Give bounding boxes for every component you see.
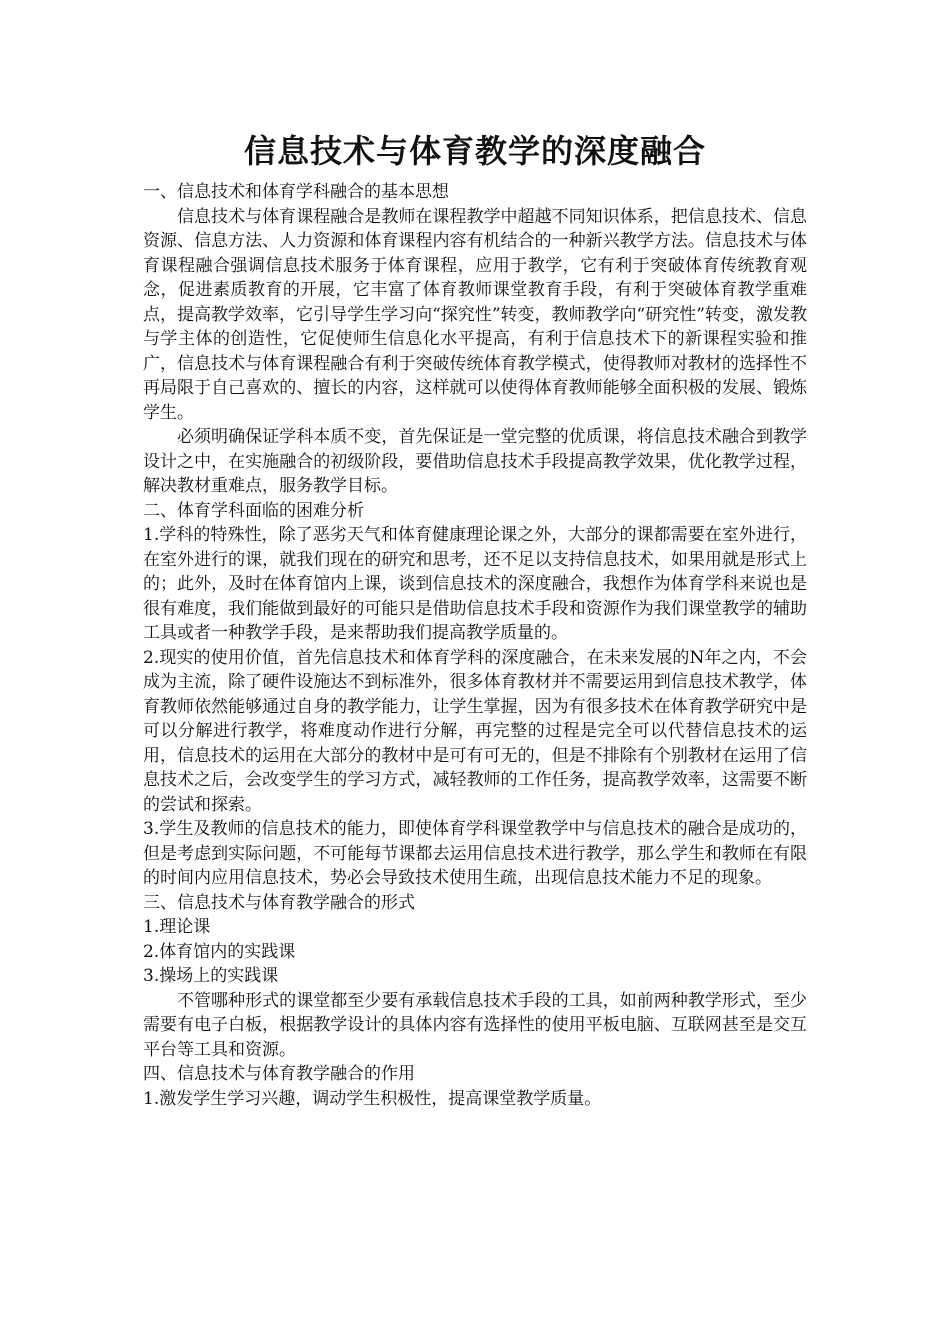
- document-title: 信息技术与体育教学的深度融合: [243, 132, 706, 170]
- section-2-item-3: 3.学生及教师的信息技术的能力，即使体育学科课堂教学中与信息技术的融合是成功的，但是考虑到实际问题，不可能每节课都去运用信息技术进行教学，那么学生和教师在有限的时间内应用信息技术，势必会导致技术使用生疏，出现信息技术能力不足的现象。: [143, 819, 807, 888]
- section-3-heading: 三、信息技术与体育教学融合的形式: [143, 892, 415, 913]
- section-2-item-2: 2.现实的使用价值，首先信息技术和体育学科的深度融合，在未来发展的N年之内，不会成为主流，除了硬件设施达不到标准外，很多体育教材并不需要运用到信息技术教学，体育教师依然能够通过自身的教学能力，让学生掌握，因为有很多技术在体育教学研究中是可以分解进行教学，将难度动作进行分解，再完整的过程是完全可以代替信息技术的运用，信息技术的运用在大部分的教材中是可有可无的，但是不排除有个别教材在运用了信息技术之后，会改变学生的学习方式，减轻教师的工作任务，提高教学效率，这需要不断的尝试和探索。: [143, 647, 807, 815]
- section-2-heading: 二、体育学科面临的困难分析: [143, 500, 364, 521]
- section-4-heading: 四、信息技术与体育教学融合的作用: [143, 1064, 415, 1084]
- document-page: [143, 126, 807, 1111]
- section-3-item-2: 2.体育馆内的实践课: [143, 941, 296, 962]
- section-3-paragraph-1: 不管哪种形式的课堂都至少要有承载信息技术手段的工具，如前两种教学形式，至少需要有电子白板，根据教学设计的具体内容有选择性的使用平板电脑、互联网甚至是交互平台等工具和资源。: [143, 990, 807, 1060]
- section-1-heading: 一、信息技术和体育学科融合的基本思想: [143, 182, 449, 202]
- section-2-item-1: 1.学科的特殊性，除了恶劣天气和体育健康理论课之外，大部分的课都需要在室外进行，在室外进行的课，就我们现在的研究和思考，还不足以支持信息技术，如果用就是形式上的；此外，及时在体育馆内上课，谈到信息技术的深度融合，我想作为体育学科来说也是很有难度，我们能做到最好的可能只是借助信息技术手段和资源作为我们课堂教学的辅助工具或者一种教学手段，是来帮助我们提高教学质量的。: [143, 525, 807, 643]
- section-4-item-1: 1.激发学生学习兴趣，调动学生积极性，提高课堂教学质量。: [143, 1088, 602, 1109]
- section-1-paragraph-1: 信息技术与体育课程融合是教师在课程教学中超越不同知识体系，把信息技术、信息资源、信息方法、人力资源和体育课程内容有机结合的一种新兴教学方法。信息技术与体育课程融合强调信息技术服务于体育课程，应用于教学，它有利于突破体育传统教育观念，促进素质教育的开展，它丰富了体育教师课堂教育手段，有利于突破体育教学重难点，提高教学效率，它引导学生学习向“探究性”转变，教师教学向“研究性”转变，激发教与学主体的创造性，它促使师生信息化水平提高，有利于信息技术下的新课程实验和推广，信息技术与体育课程融合有利于突破传统体育教学模式，使得教师对教材的选择性不再局限于自己喜欢的、擅长的内容，这样就可以使得体育教师能够全面积极的发展、锻炼学生。: [143, 206, 807, 423]
- section-1-paragraph-2: 必须明确保证学科本质不变，首先保证是一堂完整的优质课，将信息技术融合到教学设计之中，在实施融合的初级阶段，要借助信息技术手段提高教学效果，优化教学过程，解决教材重难点，服务教学目标。: [143, 427, 807, 496]
- section-3-item-1: 1.理论课: [143, 917, 211, 937]
- section-3-item-3: 3.操场上的实践课: [143, 966, 279, 986]
